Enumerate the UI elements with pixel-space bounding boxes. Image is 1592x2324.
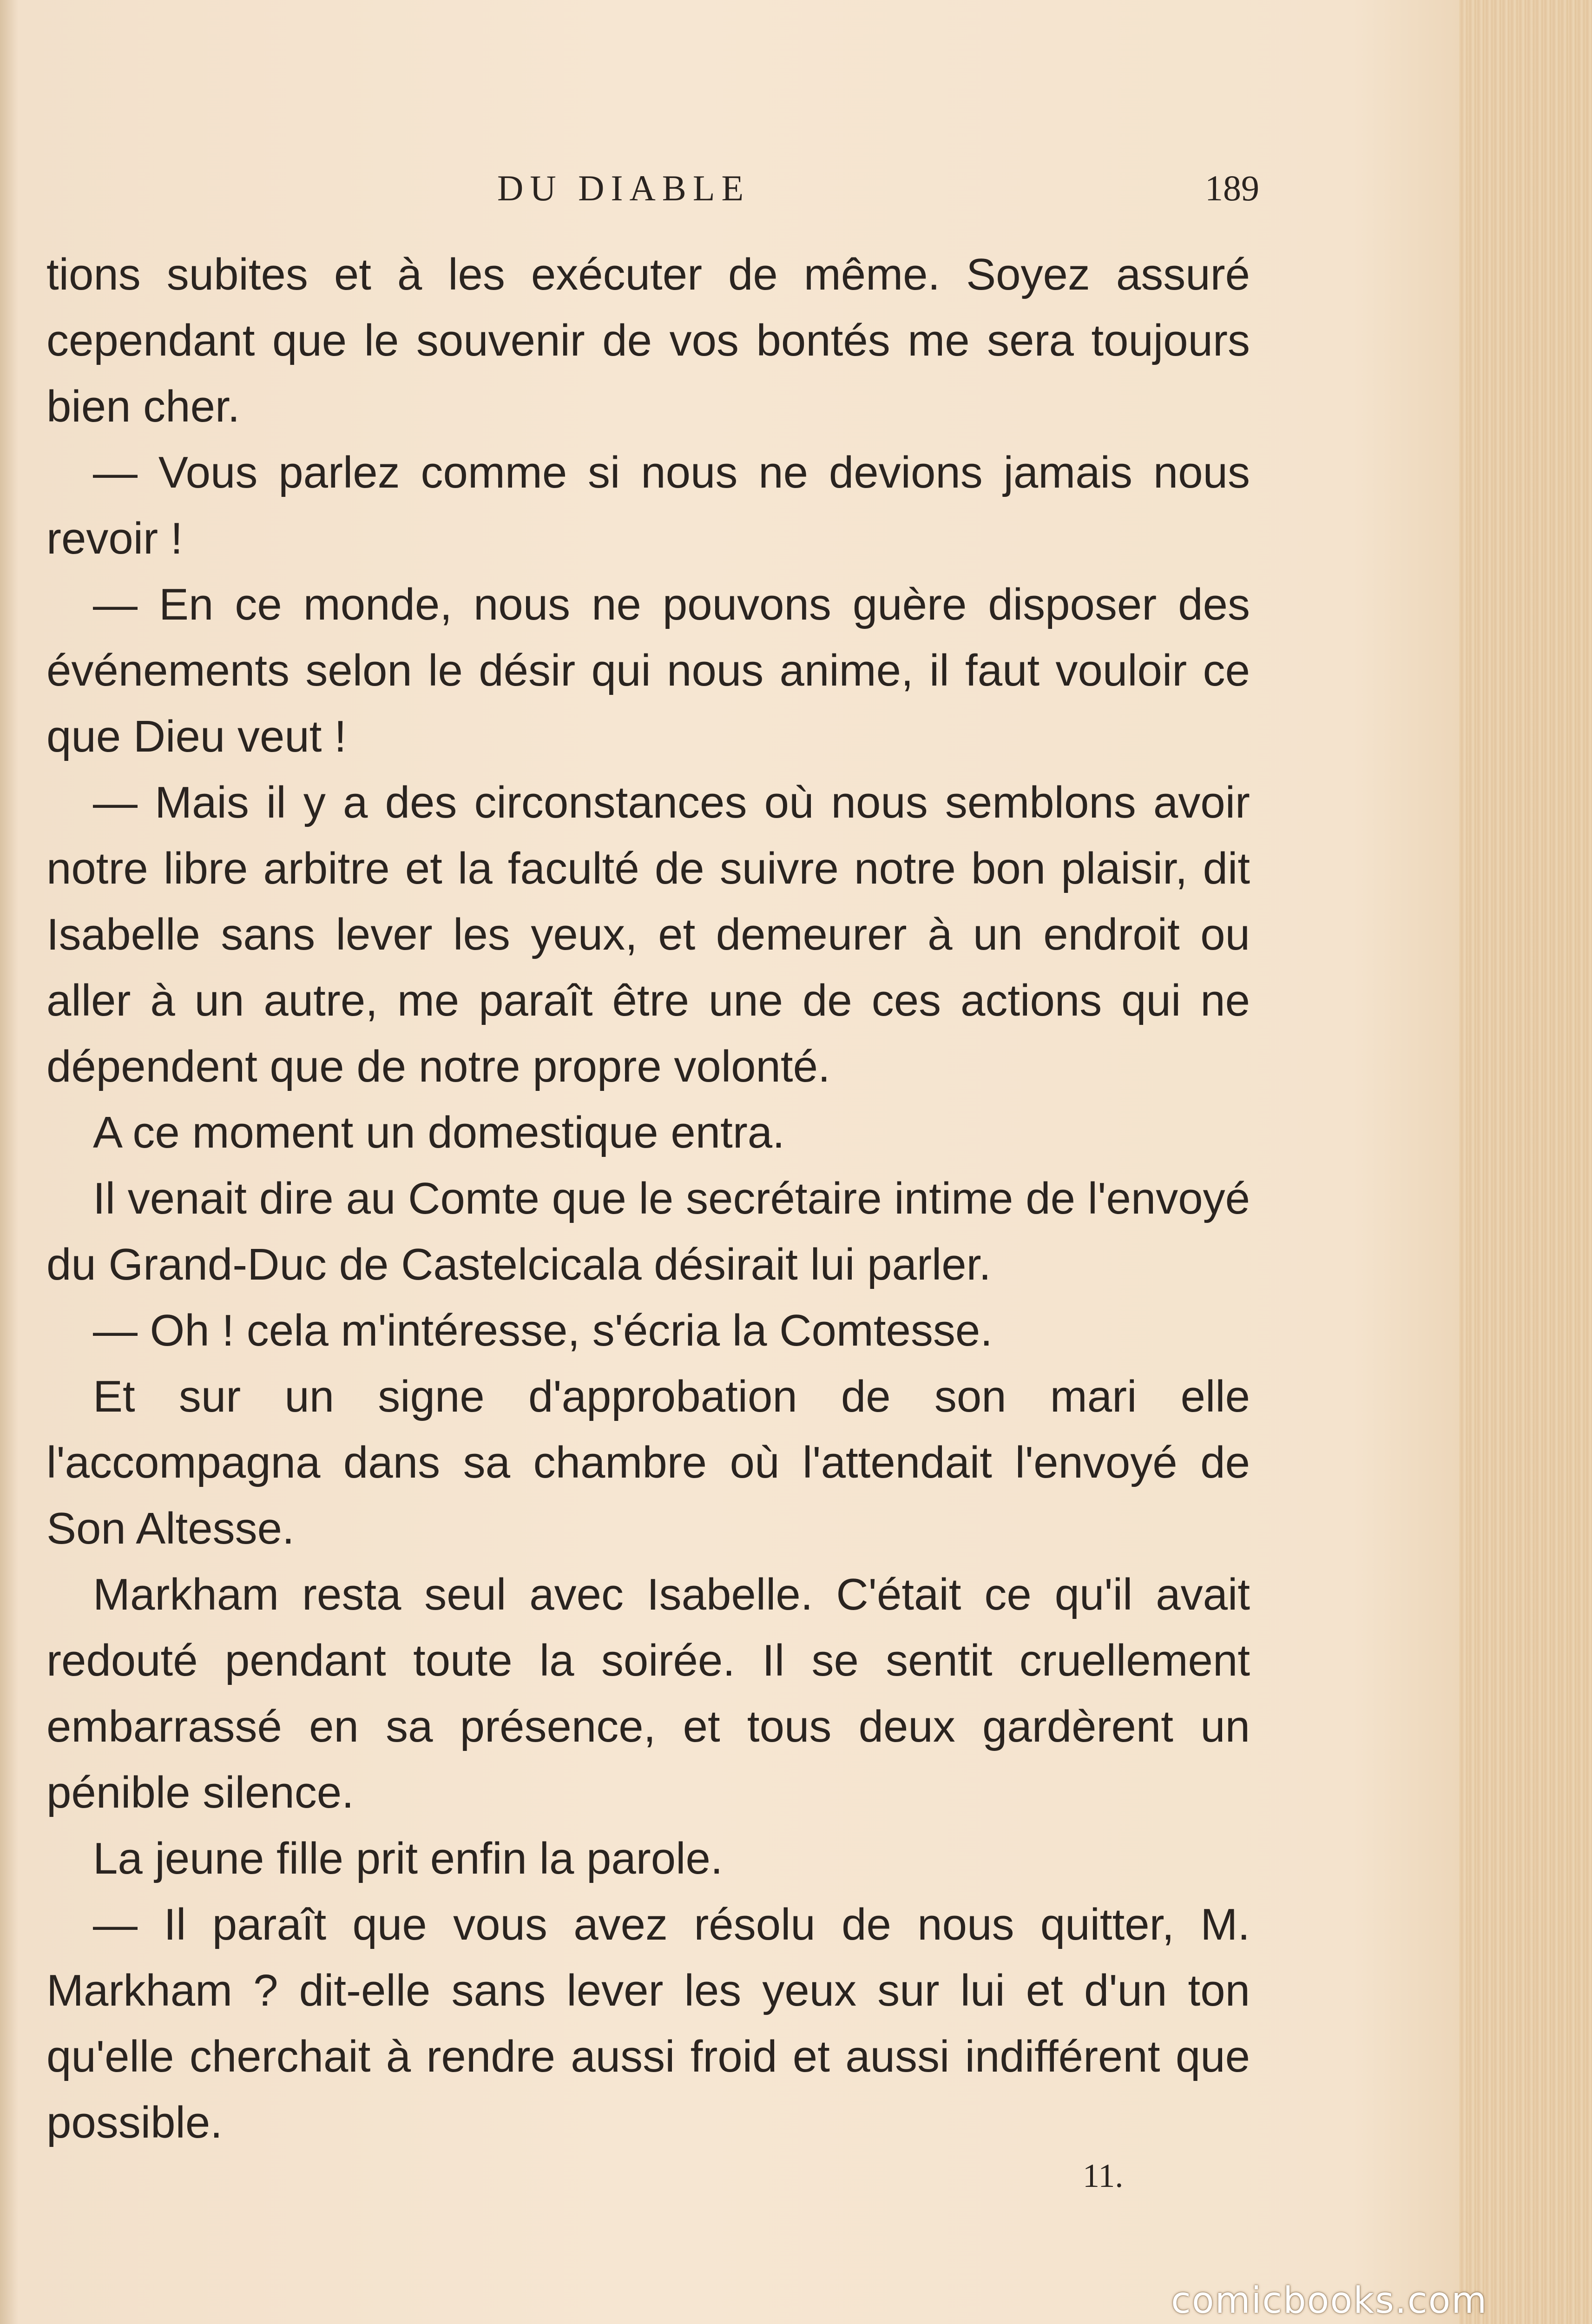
watermark: comicbooks.com <box>1171 2280 1488 2322</box>
paragraph: — En ce monde, nous ne pouvons guère disposer des événements selon le désir qui nous anime, il faut vouloir ce que Dieu veut ! <box>46 580 1250 761</box>
paragraph: — Vous parlez comme si nous ne devions jamais nous revoir ! <box>46 448 1250 563</box>
paragraph: Et sur un signe d'approbation de son mari elle l'accompagna dans sa chambre où l'attendait l'envoyé de Son Altesse. <box>46 1372 1250 1553</box>
paragraph: tions subites et à les exécuter de même. Soyez assuré cependant que le souvenir de vos bontés me sera toujours bien cher. <box>46 250 1250 431</box>
page-number: 189 <box>1205 168 1259 208</box>
paragraph: — Oh ! cela m'intéresse, s'écria la Comtesse. <box>93 1306 993 1355</box>
page-edge <box>1459 0 1592 2324</box>
paragraph: Il venait dire au Comte que le secrétaire intime de l'envoyé du Grand-Duc de Castelcicala désirait lui parler. <box>46 1174 1250 1289</box>
paragraph: A ce moment un domestique entra. <box>93 1108 785 1157</box>
paragraph: — Mais il y a des circonstances où nous semblons avoir notre libre arbitre et la faculté de suivre notre bon plaisir, dit Isabelle sans lever les yeux, et demeurer à un endroit ou aller à un autre, me paraît être une de ces actions qui ne dépendent que de notre propre volonté. <box>46 778 1250 1091</box>
page-gutter-shadow <box>0 0 19 2324</box>
running-title: DU DIABLE <box>497 168 750 208</box>
paragraph: — Il paraît que vous avez résolu de nous quitter, M. Markham ? dit-elle sans lever les yeux sur lui et d'un ton qu'elle cherchait à rendre aussi froid et aussi indifférent que possible. <box>46 1900 1250 2147</box>
signature-mark: 11. <box>1083 2157 1124 2194</box>
paragraph: La jeune fille prit enfin la parole. <box>93 1834 723 1883</box>
paragraph: Markham resta seul avec Isabelle. C'était ce qu'il avait redouté pendant toute la soirée. Il se sentit cruellement embarrassé en sa présence, et tous deux gardèrent un pénible silence. <box>46 1570 1250 1817</box>
page-header <box>497 167 1259 218</box>
body-text <box>46 242 1250 2156</box>
